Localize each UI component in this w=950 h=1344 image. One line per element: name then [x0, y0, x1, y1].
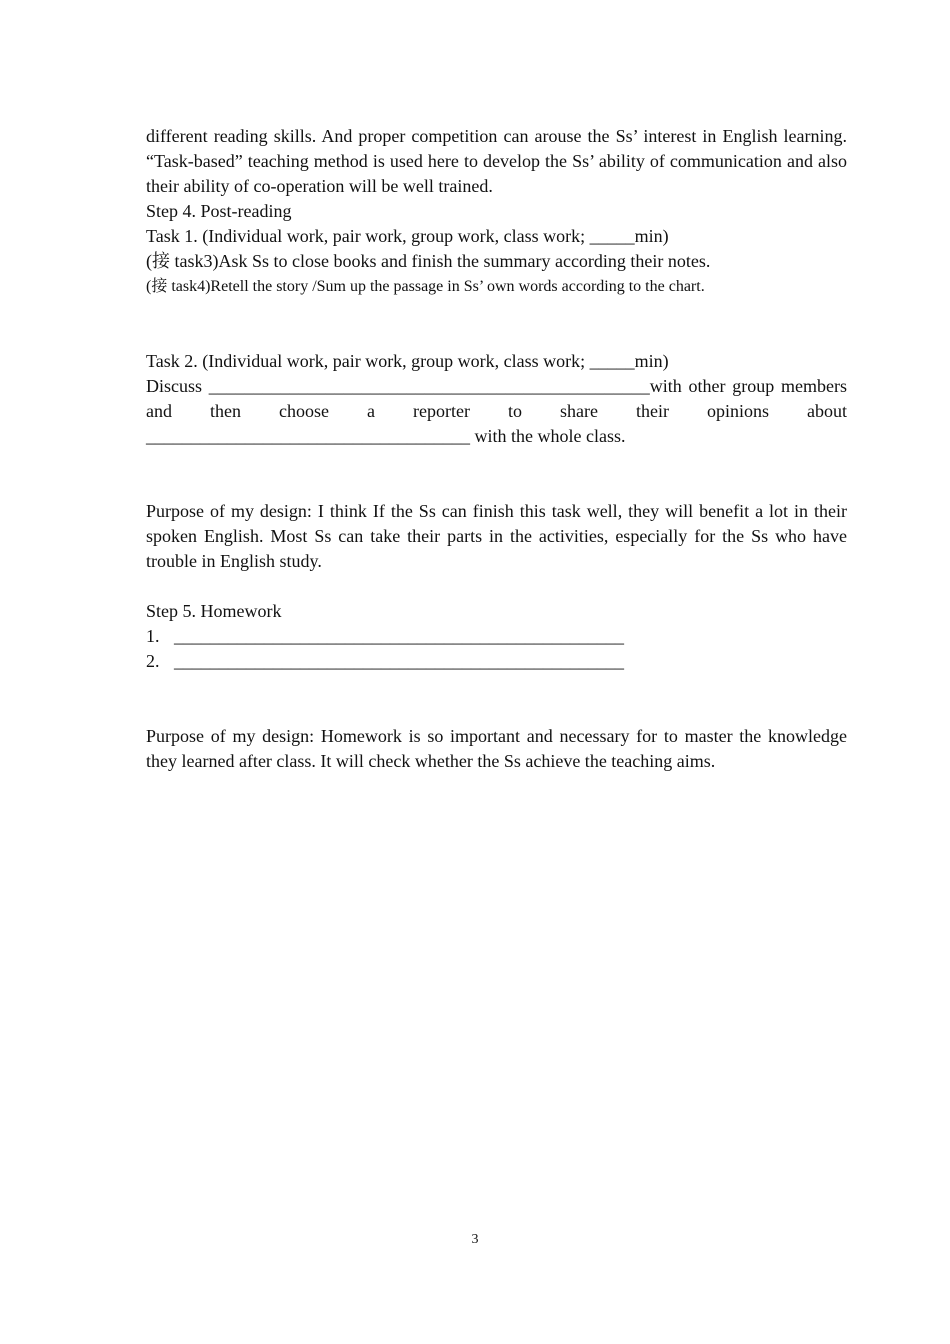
spacer [146, 574, 847, 599]
step4-heading: Step 4. Post-reading [146, 201, 292, 221]
page-number: 3 [471, 1232, 479, 1247]
homework-item-blank: __________________________________________________ [174, 651, 624, 671]
intro-paragraph: different reading skills. And proper competition can arouse the Ss’ interest in English learning. “Task-based” teaching method is used here to develop the Ss’ ability of communication and also their ability of co-operation will be well trained. [146, 126, 847, 196]
task1-line: Task 1. (Individual work, pair work, group work, class work; _____min) [146, 226, 669, 246]
task1-item-retell: (接 task4)Retell the story /Sum up the passage in Ss’ own words according to the chart. [146, 278, 705, 295]
homework-item-2 [146, 649, 847, 674]
spacer [146, 299, 847, 349]
step5-heading: Step 5. Homework [146, 601, 282, 621]
document-body [146, 124, 847, 774]
discuss-line: Discuss _________________________________________________with other group members and then choose a reporter to share their opinions about [146, 376, 847, 421]
purpose-paragraph-1: Purpose of my design: I think If the Ss can finish this task well, they will benefit a lot in their spoken English. Most Ss can take their parts in the activities, especially for the Ss who have trouble in English study. [146, 501, 847, 571]
discuss-line-end: ____________________________________ with the whole class. [146, 426, 626, 446]
homework-item-blank: __________________________________________________ [174, 626, 624, 646]
purpose-paragraph-2: Purpose of my design: Homework is so important and necessary for to master the knowledge they learned after class. It will check whether the Ss achieve the teaching aims. [146, 726, 847, 771]
spacer [146, 449, 847, 499]
task2-line: Task 2. (Individual work, pair work, group work, class work; _____min) [146, 351, 669, 371]
homework-item-number: 1. [146, 626, 160, 646]
homework-item-1 [146, 624, 847, 649]
spacer [146, 674, 847, 724]
task1-item-summary: (接 task3)Ask Ss to close books and finish the summary according their notes. [146, 251, 711, 271]
homework-item-number: 2. [146, 651, 160, 671]
